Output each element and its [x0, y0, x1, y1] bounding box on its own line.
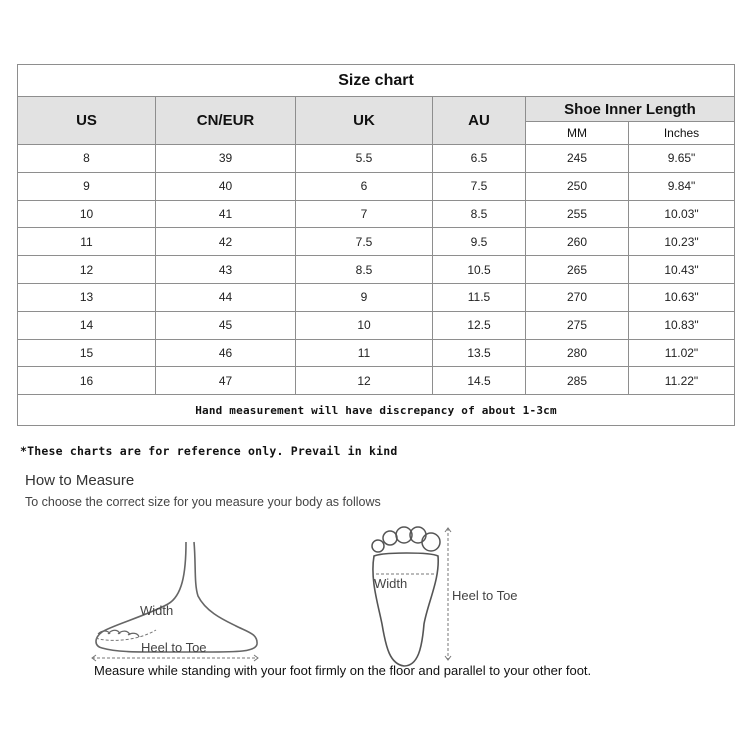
cell-cn-eur: 41 — [156, 200, 296, 228]
how-to-measure-subtitle: To choose the correct size for you measure your body as follows — [25, 495, 381, 509]
cell-cn-eur: 45 — [156, 311, 296, 339]
header-us: US — [18, 97, 156, 145]
cell-cn-eur: 44 — [156, 283, 296, 311]
cell-cn-eur: 40 — [156, 172, 296, 200]
cell-us: 9 — [18, 172, 156, 200]
cell-inches: 10.63" — [629, 283, 735, 311]
cell-au: 10.5 — [433, 256, 526, 284]
bottom-width-label: Width — [374, 576, 408, 591]
cell-inches: 11.02" — [629, 339, 735, 367]
header-au: AU — [433, 97, 526, 145]
reference-disclaimer: *These charts are for reference only. Prevail in kind — [20, 444, 398, 458]
cell-inches: 10.83" — [629, 311, 735, 339]
cell-au: 8.5 — [433, 200, 526, 228]
cell-us: 16 — [18, 367, 156, 395]
header-uk: UK — [296, 97, 433, 145]
side-width-label: Width — [140, 603, 174, 618]
table-row — [18, 311, 735, 339]
table-row — [18, 172, 735, 200]
cell-inches: 10.43" — [629, 256, 735, 284]
cell-cn-eur: 46 — [156, 339, 296, 367]
cell-uk: 5.5 — [296, 145, 433, 173]
cell-inches: 11.22" — [629, 367, 735, 395]
cell-us: 15 — [18, 339, 156, 367]
cell-us: 8 — [18, 145, 156, 173]
cell-inches: 9.65" — [629, 145, 735, 173]
cell-uk: 10 — [296, 311, 433, 339]
cell-inches: 9.84" — [629, 172, 735, 200]
cell-uk: 11 — [296, 339, 433, 367]
header-inches: Inches — [629, 122, 735, 145]
how-to-measure-title: How to Measure — [25, 472, 135, 489]
table-row — [18, 145, 735, 173]
size-chart-table — [17, 64, 735, 426]
cell-mm: 260 — [526, 228, 629, 256]
cell-mm: 265 — [526, 256, 629, 284]
cell-us: 11 — [18, 228, 156, 256]
cell-us: 13 — [18, 283, 156, 311]
cell-au: 12.5 — [433, 311, 526, 339]
cell-uk: 6 — [296, 172, 433, 200]
cell-us: 14 — [18, 311, 156, 339]
table-row — [18, 367, 735, 395]
cell-uk: 7 — [296, 200, 433, 228]
cell-mm: 255 — [526, 200, 629, 228]
cell-inches: 10.23" — [629, 228, 735, 256]
cell-au: 13.5 — [433, 339, 526, 367]
bottom-heel-to-toe-label: Heel to Toe — [452, 588, 518, 603]
cell-mm: 275 — [526, 311, 629, 339]
size-chart — [17, 64, 734, 426]
cell-cn-eur: 42 — [156, 228, 296, 256]
size-chart-title-row — [18, 65, 735, 97]
cell-au: 6.5 — [433, 145, 526, 173]
cell-mm: 285 — [526, 367, 629, 395]
cell-au: 9.5 — [433, 228, 526, 256]
cell-uk: 12 — [296, 367, 433, 395]
table-row — [18, 200, 735, 228]
cell-us: 10 — [18, 200, 156, 228]
cell-au: 14.5 — [433, 367, 526, 395]
measurement-note: Hand measurement will have discrepancy of about 1-3cm — [18, 395, 735, 426]
header-cn-eur: CN/EUR — [156, 97, 296, 145]
cell-cn-eur: 39 — [156, 145, 296, 173]
size-chart-title: Size chart — [18, 65, 735, 97]
cell-mm: 245 — [526, 145, 629, 173]
cell-uk: 9 — [296, 283, 433, 311]
table-row — [18, 283, 735, 311]
side-heel-to-toe-label: Heel to Toe — [141, 640, 207, 655]
cell-cn-eur: 47 — [156, 367, 296, 395]
cell-mm: 280 — [526, 339, 629, 367]
measurement-instruction: Measure while standing with your foot firmly on the floor and parallel to your other foot. — [94, 663, 592, 678]
table-row — [18, 228, 735, 256]
cell-mm: 270 — [526, 283, 629, 311]
table-row — [18, 256, 735, 284]
foot-bottom-view-illustration — [360, 524, 450, 674]
header-mm: MM — [526, 122, 629, 145]
cell-cn-eur: 43 — [156, 256, 296, 284]
cell-au: 7.5 — [433, 172, 526, 200]
cell-uk: 7.5 — [296, 228, 433, 256]
cell-inches: 10.03" — [629, 200, 735, 228]
cell-au: 11.5 — [433, 283, 526, 311]
cell-mm: 250 — [526, 172, 629, 200]
cell-uk: 8.5 — [296, 256, 433, 284]
header-shoe-inner-length: Shoe Inner Length — [526, 97, 735, 122]
table-row — [18, 339, 735, 367]
cell-us: 12 — [18, 256, 156, 284]
